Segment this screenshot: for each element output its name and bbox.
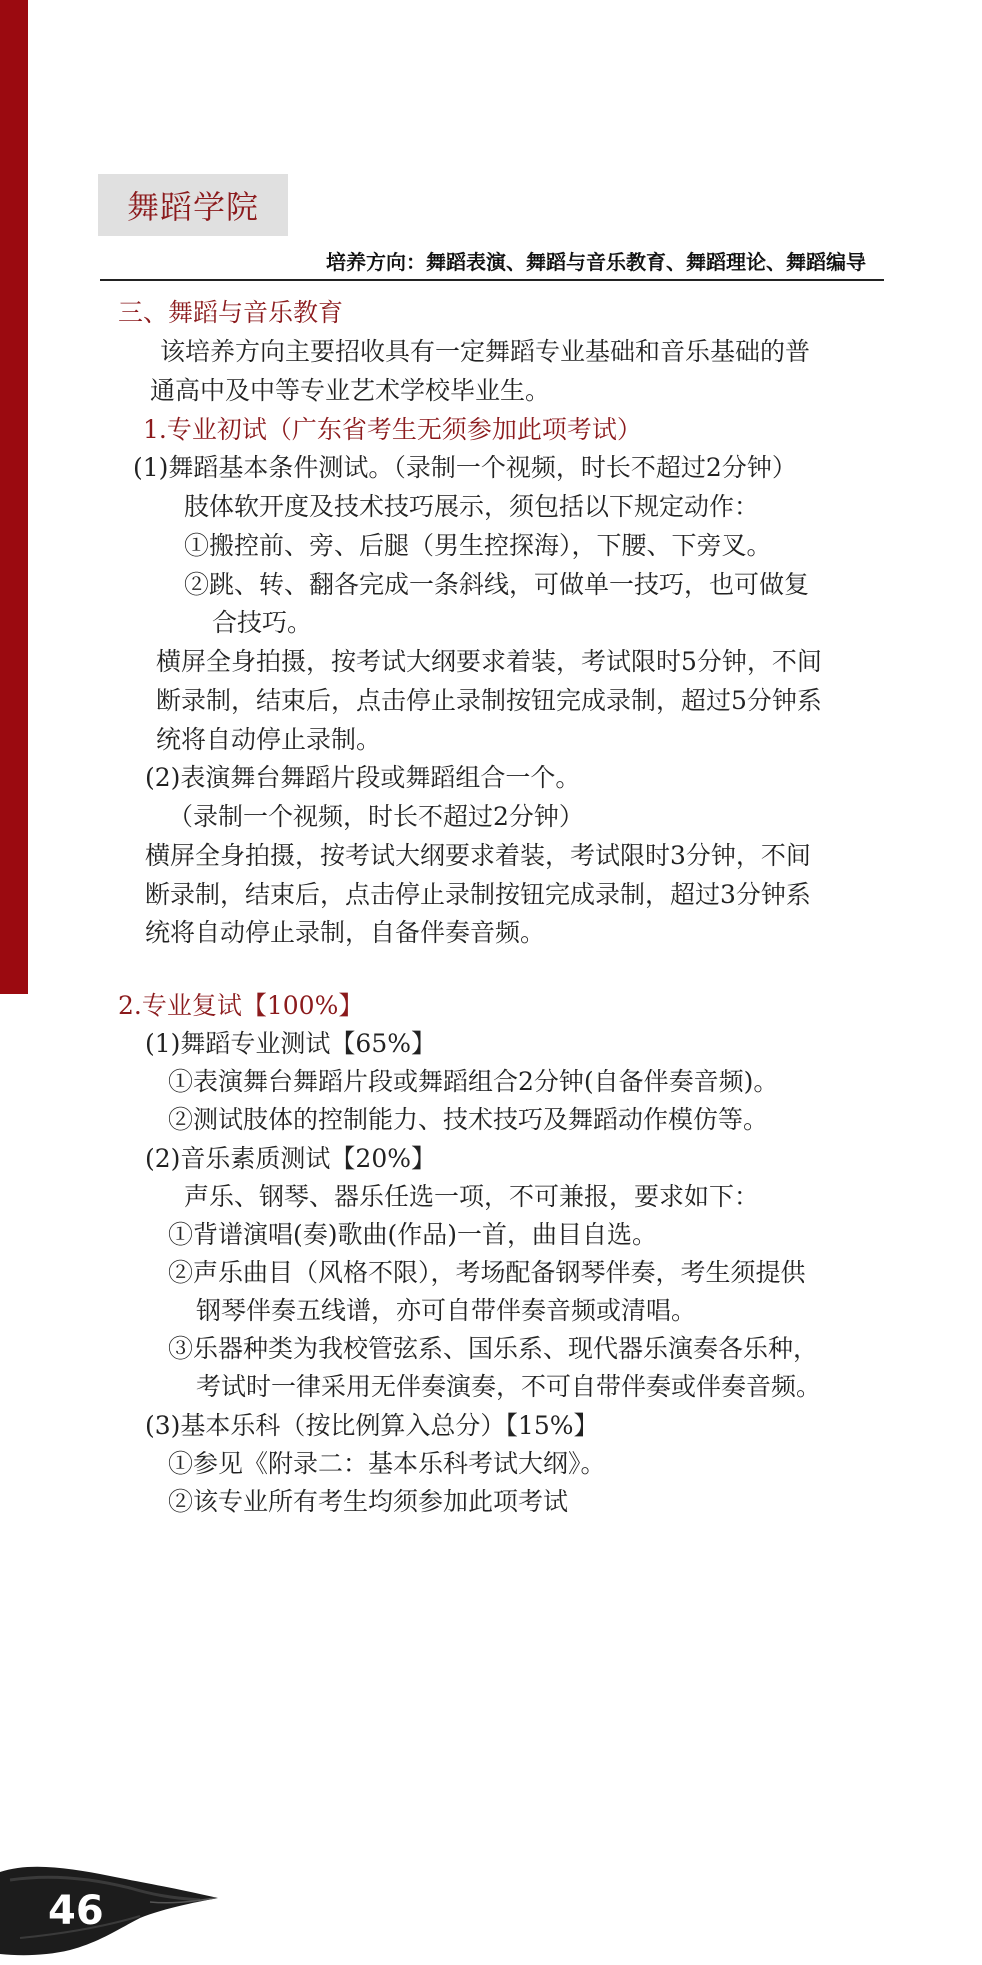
prelim-item1-note3: 统将自动停止录制。 <box>156 725 382 754</box>
retest-music-title: (2)音乐素质测试【20%】 <box>145 1144 436 1173</box>
retest-music-b1: ②声乐曲目（风格不限），考场配备钢琴伴奏，考生须提供 <box>168 1258 806 1287</box>
retest-heading: 2.专业复试【100%】 <box>118 991 364 1020</box>
college-title-box <box>98 174 288 236</box>
left-accent-bar <box>0 0 28 994</box>
prelim-item1-note2: 断录制，结束后，点击停止录制按钮完成录制，超过5分钟系 <box>156 686 822 715</box>
prelim-item1-desc: 肢体软开度及技术技巧展示，须包括以下规定动作： <box>184 492 760 521</box>
retest-music-desc: 声乐、钢琴、器乐任选一项，不可兼报，要求如下： <box>184 1182 760 1211</box>
prelim-item1-b1: ②跳、转、翻各完成一条斜线，可做单一技巧，也可做复 <box>184 570 810 599</box>
prelim-item2-sub: （录制一个视频，时长不超过2分钟） <box>168 802 584 831</box>
prelim-item2-note1: 横屏全身拍摄，按考试大纲要求着装，考试限时3分钟，不间 <box>145 841 811 870</box>
retest-music-c2: 考试时一律采用无伴奏演奏，不可自带伴奏或伴奏音频。 <box>196 1372 822 1401</box>
page-number: 46 <box>48 1888 104 1934</box>
retest-theory-b: ②该专业所有考生均须参加此项考试 <box>168 1487 569 1516</box>
intro-line-2: 通高中及中等专业艺术学校毕业生。 <box>150 376 551 405</box>
retest-music-b2: 钢琴伴奏五线谱，亦可自带伴奏音频或清唱。 <box>196 1296 697 1325</box>
prelim-item1-note1: 横屏全身拍摄，按考试大纲要求着装，考试限时5分钟，不间 <box>156 647 822 676</box>
college-title: 舞蹈学院 <box>126 188 259 226</box>
header-divider <box>100 279 884 281</box>
retest-dance-title: (1)舞蹈专业测试【65%】 <box>145 1029 436 1058</box>
retest-dance-a: ①表演舞台舞蹈片段或舞蹈组合2分钟(自备伴奏音频)。 <box>168 1067 779 1096</box>
prelim-item2-title: (2)表演舞台舞蹈片段或舞蹈组合一个。 <box>145 763 581 792</box>
prelim-item2-note3: 统将自动停止录制，自备伴奏音频。 <box>145 918 546 947</box>
retest-music-c1: ③乐器种类为我校管弦系、国乐系、现代器乐演奏各乐种， <box>168 1334 819 1363</box>
retest-music-a: ①背谱演唱(奏)歌曲(作品)一首，曲目自选。 <box>168 1220 658 1249</box>
retest-dance-b: ②测试肢体的控制能力、技术技巧及舞蹈动作模仿等。 <box>168 1105 769 1134</box>
retest-theory-title: (3)基本乐科（按比例算入总分）【15%】 <box>145 1411 599 1440</box>
section-heading: 三、舞蹈与音乐教育 <box>118 298 344 327</box>
prelim-heading: 1.专业初试（广东省考生无须参加此项考试） <box>143 415 642 444</box>
ink-brush-badge <box>0 1858 220 1958</box>
retest-theory-a: ①参见《附录二：基本乐科考试大纲》。 <box>168 1449 606 1478</box>
intro-line-1: 该培养方向主要招收具有一定舞蹈专业基础和音乐基础的普 <box>160 337 811 366</box>
prelim-item1-b2: 合技巧。 <box>212 608 313 637</box>
prelim-item1-a: ①搬控前、旁、后腿（男生控探海），下腰、下旁叉。 <box>184 531 772 560</box>
training-directions: 培养方向：舞蹈表演、舞蹈与音乐教育、舞蹈理论、舞蹈编导 <box>326 250 866 274</box>
prelim-item2-note2: 断录制，结束后，点击停止录制按钮完成录制，超过3分钟系 <box>145 880 811 909</box>
prelim-item1-title: (1)舞蹈基本条件测试。（录制一个视频，时长不超过2分钟） <box>133 453 797 482</box>
